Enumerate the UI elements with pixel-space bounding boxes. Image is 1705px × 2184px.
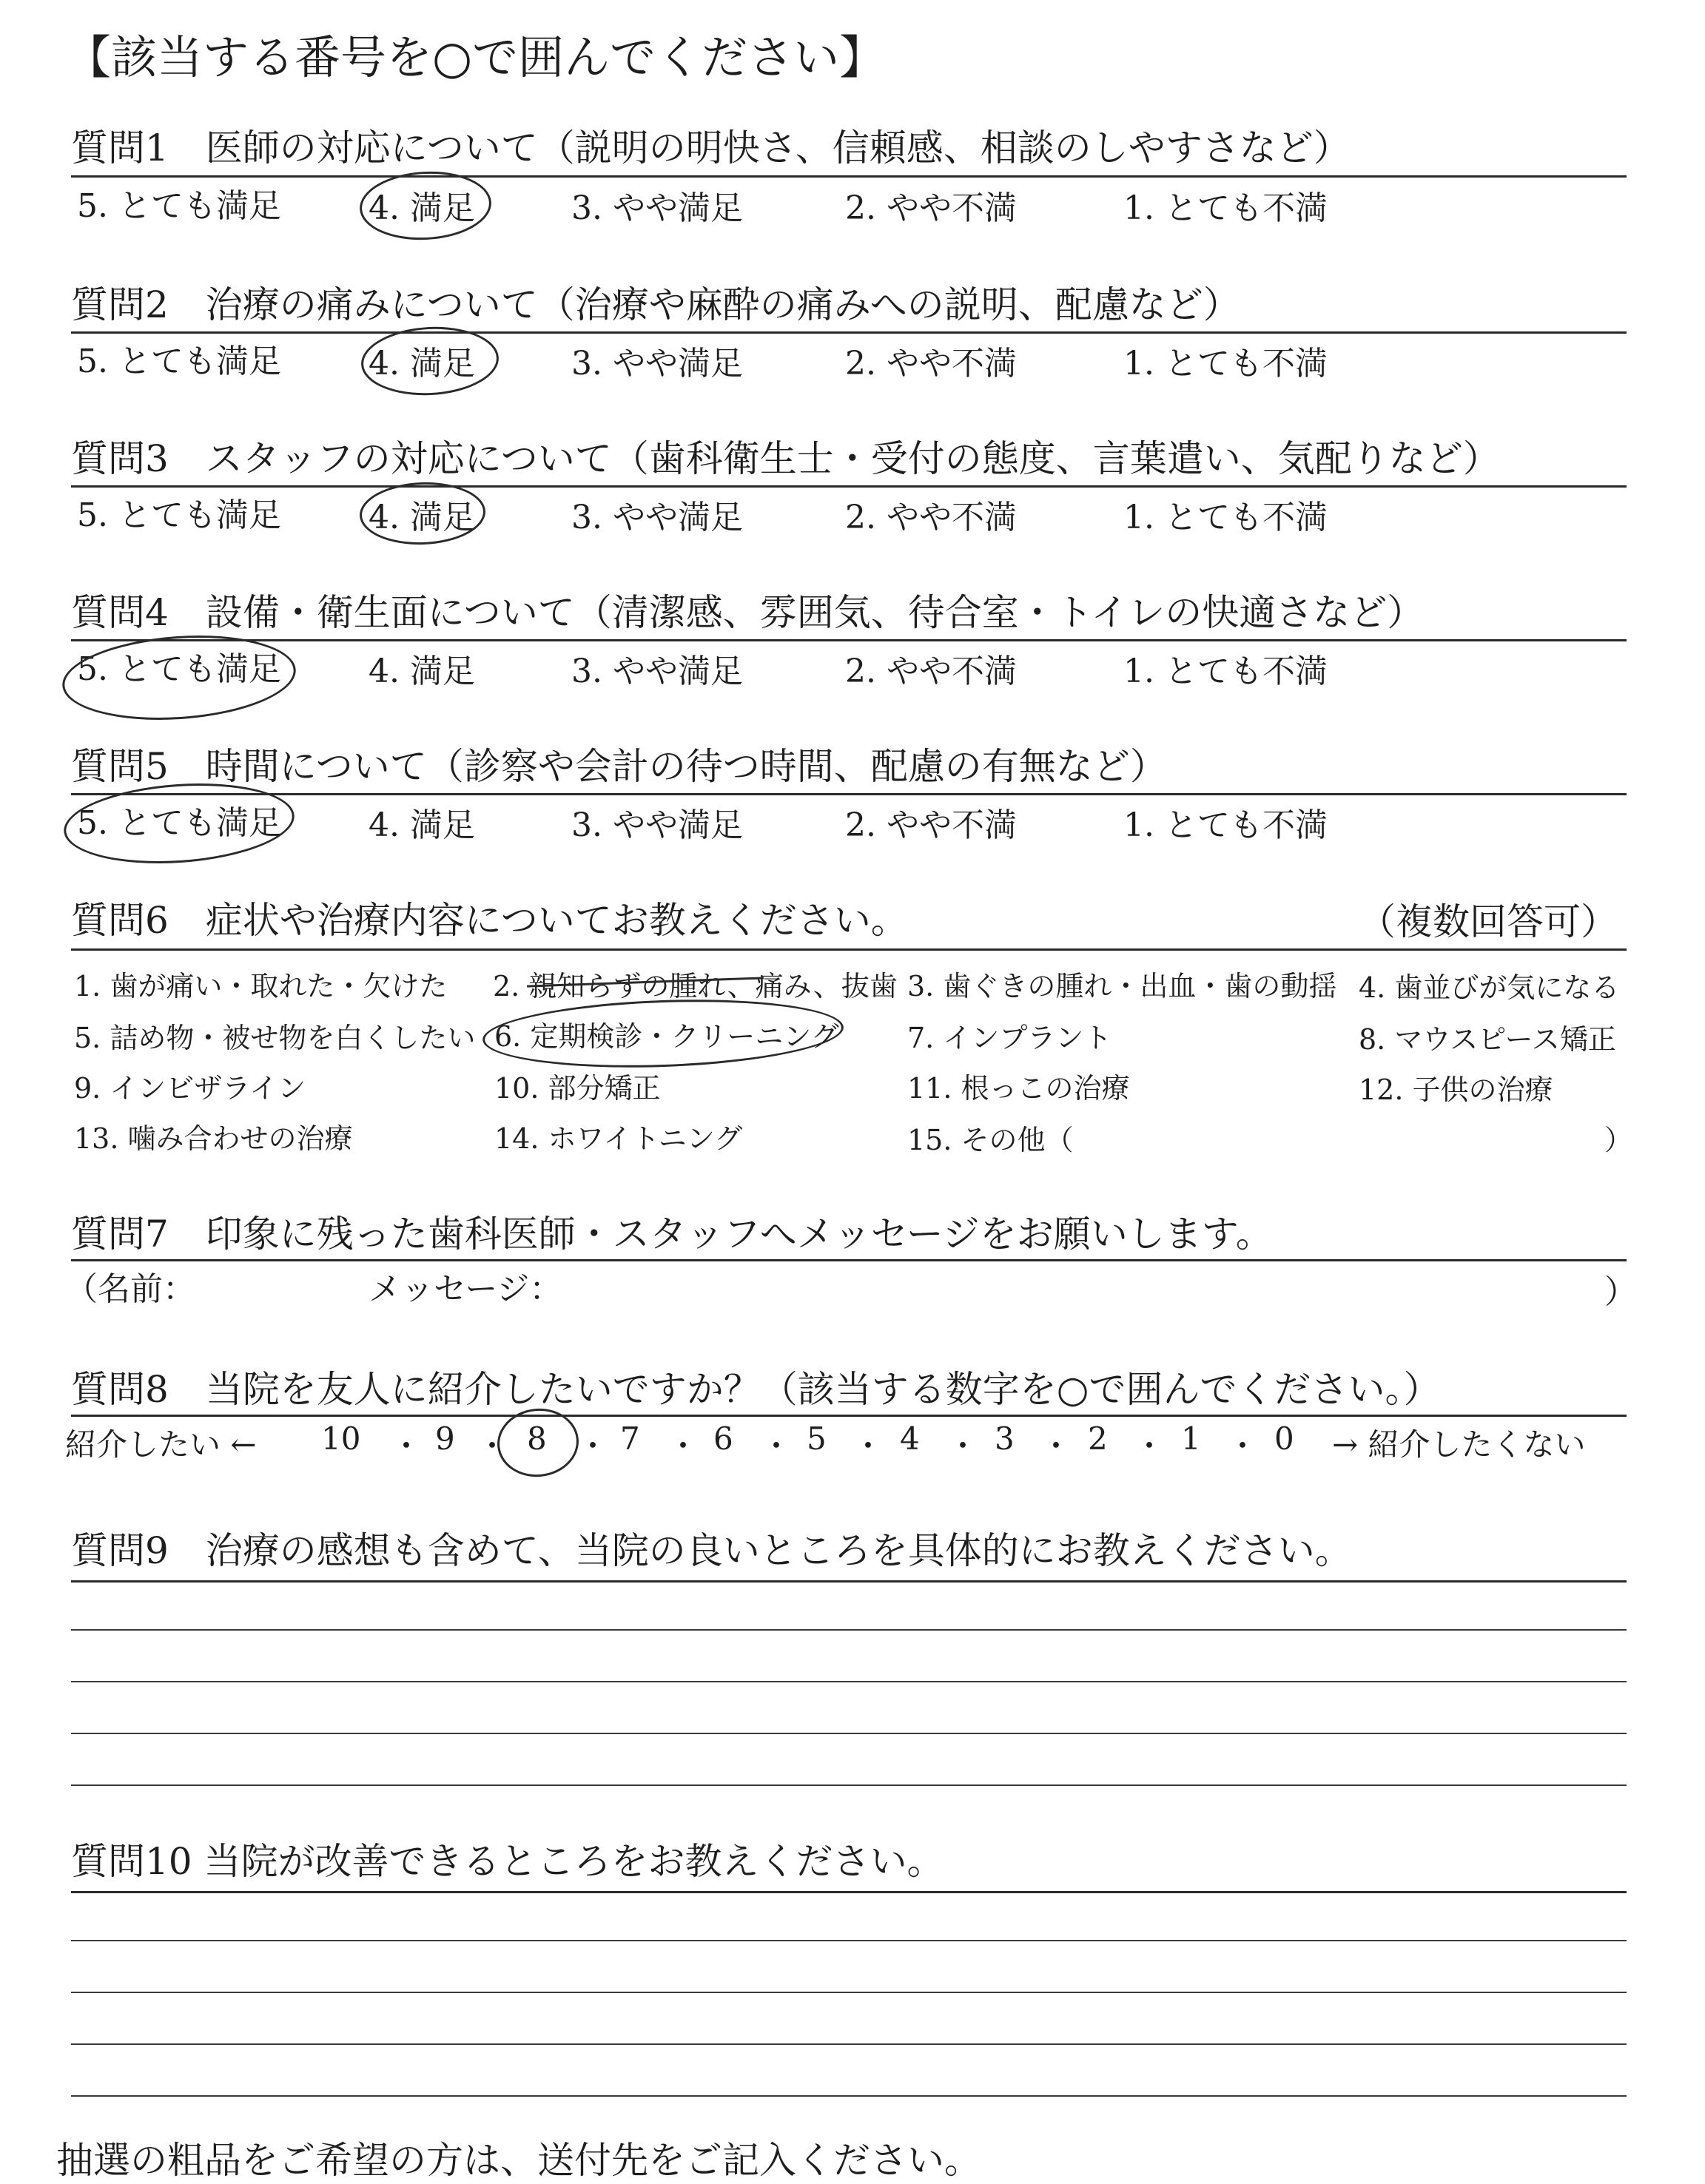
recommend-left-label: 紹介したい ← [65, 1426, 257, 1463]
rating-option-2[interactable]: 2. やや不満 [845, 499, 1017, 536]
question-title: 質問5 時間について（診察や会計の待つ時間、配慮の有無など） [71, 745, 1167, 788]
scale-sep: ・ [1040, 1428, 1072, 1464]
rating-option-4[interactable]: 4. 満足 [369, 499, 475, 536]
scale-sep: ・ [667, 1428, 699, 1464]
symptom-option-3[interactable]: 3. 歯ぐきの腫れ・出血・歯の動揺 [907, 970, 1337, 1002]
rating-option-2[interactable]: 2. やや不満 [845, 806, 1017, 844]
divider [71, 1415, 1627, 1417]
divider [71, 948, 1627, 951]
symptom-option-6[interactable]: 6. 定期検診・クリーニング [494, 1020, 839, 1053]
scale-sep: ・ [1134, 1428, 1166, 1464]
rating-option-4[interactable]: 4. 満足 [369, 189, 475, 227]
other-close-paren: ） [1604, 1124, 1633, 1156]
scale-7[interactable]: 7 [620, 1420, 640, 1457]
rating-option-4[interactable]: 4. 満足 [369, 345, 475, 382]
question-title: 質問6 症状や治療内容についてお教えください。 [71, 899, 908, 942]
answer-line[interactable] [71, 2043, 1627, 2045]
question-title: 質問9 治療の感想も含めて、当院の良いところを具体的にお教えください。 [71, 1529, 1352, 1572]
rating-option-5[interactable]: 5. とても満足 [77, 496, 281, 534]
scale-sep: ・ [477, 1428, 508, 1464]
selection-circle [358, 168, 494, 243]
answer-line[interactable] [71, 1580, 1627, 1583]
question-title: 質問10 当院が改善できるところをお教えください。 [71, 1840, 944, 1883]
selection-circle [482, 994, 845, 1074]
question-title: 質問4 設備・衛生面について（清潔感、雰囲気、待合室・トイレの快適さなど） [71, 591, 1425, 634]
rating-option-3[interactable]: 3. やや満足 [571, 345, 743, 382]
symptom-option-7[interactable]: 7. インプラント [907, 1022, 1112, 1054]
question-title: 質問3 スタッフの対応について（歯科衛生士・受付の態度、言葉遣い、気配りなど） [71, 437, 1500, 480]
scale-10[interactable]: 10 [321, 1420, 361, 1457]
symptom-option-2[interactable]: 2. 親知らずの腫れ、痛み、抜歯 [493, 970, 898, 1002]
question-title: 質問8 当院を友人に紹介したいですか？（該当する数字を○で囲んでください。） [71, 1368, 1441, 1411]
scale-1[interactable]: 1 [1181, 1420, 1201, 1457]
rating-option-1[interactable]: 1. とても不満 [1123, 499, 1328, 536]
symptom-option-9[interactable]: 9. インビザライン [74, 1072, 306, 1105]
scale-4[interactable]: 4 [900, 1420, 920, 1457]
answer-line[interactable] [71, 1992, 1627, 1993]
scale-5[interactable]: 5 [807, 1420, 827, 1457]
rating-option-5[interactable]: 5. とても満足 [77, 343, 281, 380]
rating-option-4[interactable]: 4. 満足 [369, 653, 475, 690]
symptom-option-1[interactable]: 1. 歯が痛い・取れた・欠けた [74, 970, 448, 1002]
rating-option-3[interactable]: 3. やや満足 [571, 653, 743, 690]
scale-sep: ・ [391, 1428, 423, 1464]
rating-option-5[interactable]: 5. とても満足 [77, 804, 281, 842]
selection-circle [61, 776, 297, 871]
scale-3[interactable]: 3 [995, 1420, 1015, 1457]
rating-option-2[interactable]: 2. やや不満 [845, 653, 1017, 690]
rating-option-4[interactable]: 4. 満足 [369, 806, 475, 844]
symptom-option-8[interactable]: 8. マウスピース矯正 [1359, 1023, 1616, 1056]
scale-sep: ・ [852, 1428, 884, 1464]
answer-line[interactable] [71, 1733, 1627, 1734]
scale-6[interactable]: 6 [713, 1420, 733, 1457]
rating-option-1[interactable]: 1. とても不満 [1123, 345, 1328, 382]
divider [71, 639, 1627, 641]
divider [71, 331, 1627, 334]
question-title: 質問2 治療の痛みについて（治療や麻酔の痛みへの説明、配慮など） [71, 283, 1240, 326]
symptom-option-15[interactable]: 15. その他（ [907, 1124, 1074, 1156]
name-label[interactable]: （名前： [65, 1270, 195, 1308]
divider [71, 485, 1627, 488]
scale-0[interactable]: 0 [1274, 1420, 1294, 1457]
rating-option-2[interactable]: 2. やや不満 [845, 345, 1017, 382]
rating-option-5[interactable]: 5. とても満足 [77, 650, 281, 688]
scale-8[interactable]: 8 [527, 1420, 547, 1457]
question-title: 質問1 医師の対応について（説明の明快さ、信頼感、相談のしやすさなど） [71, 127, 1351, 169]
multiple-answers-note: （複数回答可） [1359, 900, 1618, 943]
rating-option-3[interactable]: 3. やや満足 [571, 499, 743, 536]
rating-option-3[interactable]: 3. やや満足 [571, 806, 743, 844]
rating-option-5[interactable]: 5. とても満足 [77, 187, 281, 225]
scale-sep: ・ [577, 1428, 609, 1464]
selection-circle [360, 323, 501, 399]
symptom-option-5[interactable]: 5. 詰め物・被せ物を白くしたい [74, 1022, 476, 1054]
scale-2[interactable]: 2 [1088, 1420, 1108, 1457]
rating-option-1[interactable]: 1. とても不満 [1123, 189, 1328, 227]
scale-sep: ・ [947, 1428, 979, 1464]
question-title: 質問7 印象に残った歯科医師・スタッフへメッセージをお願いします。 [71, 1213, 1273, 1256]
message-close-paren: ） [1604, 1273, 1637, 1311]
answer-line[interactable] [71, 1891, 1627, 1893]
prize-address-instruction: 抽選の粗品をご希望の方は、送付先をご記入ください。 [56, 2139, 981, 2182]
rating-option-1[interactable]: 1. とても不満 [1123, 806, 1328, 844]
answer-line[interactable] [71, 1629, 1627, 1631]
rating-option-1[interactable]: 1. とても不満 [1123, 653, 1328, 690]
answer-line[interactable] [71, 1784, 1627, 1786]
divider [71, 175, 1627, 178]
scale-9[interactable]: 9 [435, 1420, 455, 1457]
rating-option-2[interactable]: 2. やや不満 [845, 189, 1017, 227]
scale-sep: ・ [1227, 1428, 1259, 1464]
symptom-option-10[interactable]: 10. 部分矯正 [494, 1072, 661, 1105]
divider [71, 1259, 1627, 1261]
divider [71, 793, 1627, 795]
answer-line[interactable] [71, 2095, 1627, 2097]
answer-line[interactable] [71, 1940, 1627, 1941]
rating-option-3[interactable]: 3. やや満足 [571, 189, 743, 227]
symptom-option-12[interactable]: 12. 子供の治療 [1359, 1074, 1553, 1106]
symptom-option-14[interactable]: 14. ホワイトニング [494, 1122, 743, 1155]
message-label[interactable]: メッセージ： [369, 1270, 562, 1308]
recommend-right-label: → 紹介したくない [1332, 1426, 1586, 1463]
form-instruction-header: 【該当する番号を○で囲んでください】 [65, 30, 886, 84]
symptom-option-4[interactable]: 4. 歯並びが気になる [1359, 971, 1620, 1004]
symptom-option-13[interactable]: 13. 噛み合わせの治療 [74, 1122, 353, 1155]
scale-sep: ・ [761, 1428, 793, 1464]
answer-line[interactable] [71, 1681, 1627, 1682]
symptom-option-11[interactable]: 11. 根っこの治療 [907, 1072, 1130, 1105]
